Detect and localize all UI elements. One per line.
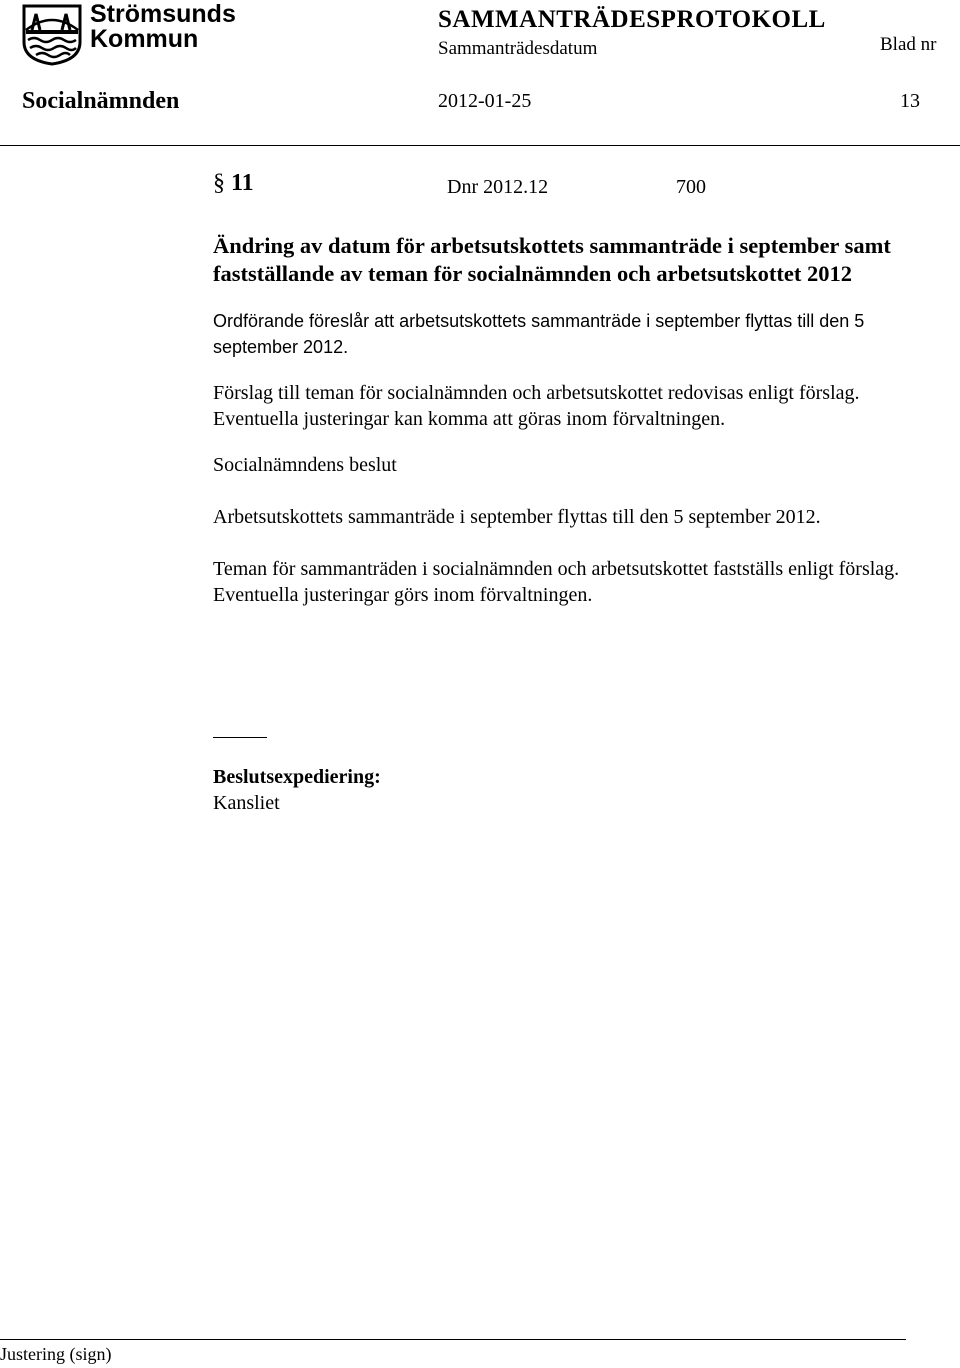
department-name: Socialnämnden <box>22 88 180 114</box>
protocol-title: SAMMANTRÄDESPROTOKOLL <box>438 6 826 33</box>
section-number <box>213 170 254 197</box>
meeting-date-label: Sammanträdesdatum <box>438 38 598 59</box>
page-label: Blad nr <box>880 34 937 55</box>
themes-paragraph: Förslag till teman för socialnämnden och arbetsutskottet redovisas enligt förslag. Eventuella justeringar kan komma att göras inom förvaltningen. <box>213 382 860 430</box>
document-body <box>213 232 913 608</box>
header-divider <box>0 145 960 146</box>
decision-heading: Socialnämndens beslut <box>213 454 397 476</box>
signature-label: Justering (sign) <box>0 1344 112 1364</box>
logo-line-1: Strömsunds <box>90 0 236 28</box>
proposal-paragraph: Ordförande föreslår att arbetsutskottets sammanträde i september flyttas till den 5 september 2012. <box>213 311 865 357</box>
municipality-logo <box>22 0 236 66</box>
section-id: 11 <box>231 170 254 196</box>
logo-line-2: Kommun <box>90 25 199 53</box>
page-number: 13 <box>900 90 920 112</box>
meeting-date: 2012-01-25 <box>438 90 532 112</box>
bridge-emblem-icon <box>22 4 84 66</box>
paragraph-sign: § <box>213 170 225 196</box>
diary-number: Dnr 2012.12 <box>447 176 549 198</box>
decision-item-2: Teman för sammanträden i socialnämnden och arbetsutskottet fastställs enligt förslag. Eventuella justeringar görs inom förvaltningen. <box>213 558 900 606</box>
diary-code: 700 <box>676 176 706 198</box>
decision-item-1: Arbetsutskottets sammanträde i september flyttas till den 5 september 2012. <box>213 506 821 528</box>
item-heading: Ändring av datum för arbetsutskottets sammanträde i september samt fastställande av teman för socialnämnden och arbetsutskottet 2012 <box>213 233 891 286</box>
expedition-title: Beslutsexpediering: <box>213 766 381 788</box>
footer-divider <box>0 1339 906 1340</box>
expedition-recipient: Kansliet <box>213 792 280 814</box>
separator-line <box>213 737 267 738</box>
